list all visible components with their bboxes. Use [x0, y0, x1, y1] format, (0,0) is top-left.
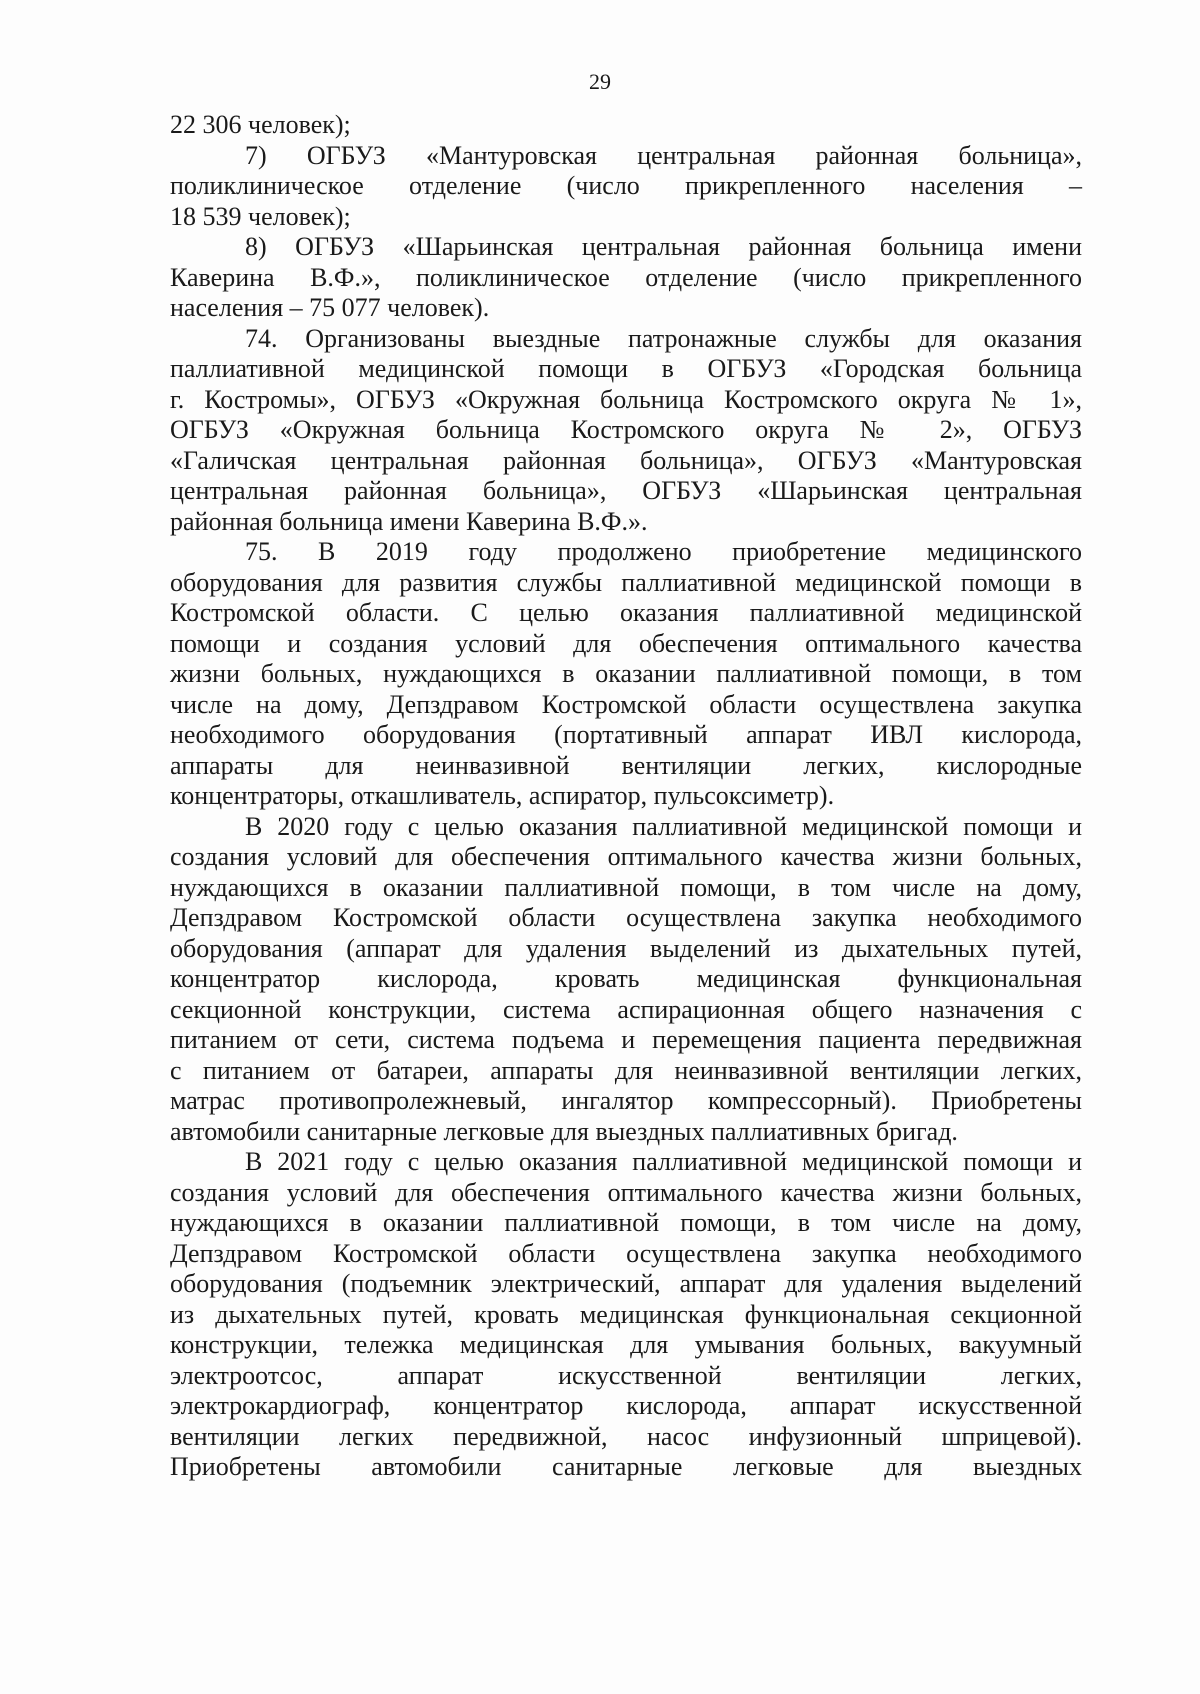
text-line: аппараты для неинвазивной вентиляции легких, кислородные — [170, 750, 1082, 780]
text-line: «Галичская центральная районная больница», ОГБУЗ «Мантуровская — [170, 445, 1082, 475]
text-line: вентиляции легких передвижной, насос инфузионный шприцевой). — [170, 1421, 1082, 1451]
text-line: электроотсос, аппарат искусственной вентиляции легких, — [170, 1360, 1082, 1390]
text-line: нуждающихся в оказании паллиативной помощи, в том числе на дому, — [170, 1208, 1082, 1237]
text-line: Каверина В.Ф.», поликлиническое отделение (число прикрепленного — [170, 262, 1082, 292]
text-line: В 2021 году с целью оказания паллиативной медицинской помощи и — [245, 1147, 1082, 1176]
text-line: концентраторы, откашливатель, аспиратор, пульсоксиметр). — [170, 781, 835, 810]
text-line: оборудования (подъемник электрический, аппарат для удаления выделений — [170, 1269, 1082, 1298]
text-line: 8) ОГБУЗ «Шарьинская центральная районная больница имени — [245, 232, 1082, 261]
text-line: Депздравом Костромской области осуществлена закупка необходимого — [170, 903, 1082, 932]
text-line: нуждающихся в оказании паллиативной помощи, в том числе на дому, — [170, 872, 1082, 902]
text-line: поликлиническое отделение (число прикрепленного населения – — [170, 171, 1082, 200]
text-line: 74. Организованы выездные патронажные службы для оказания — [245, 323, 1082, 353]
text-line: оборудования для развития службы паллиативной медицинской помощи в — [170, 567, 1082, 597]
text-line: секционной конструкции, система аспирационная общего назначения с — [170, 994, 1082, 1024]
text-line: жизни больных, нуждающихся в оказании паллиативной помощи, в том — [170, 659, 1082, 688]
text-line: 18 539 человек); — [170, 201, 351, 231]
text-line: помощи и создания условий для обеспечения оптимального качества — [170, 628, 1082, 658]
text-line: 22 306 человек); — [170, 110, 351, 139]
text-line: числе на дому, Депздравом Костромской области осуществлена закупка — [170, 689, 1082, 719]
text-line: создания условий для обеспечения оптимального качества жизни больных, — [170, 1177, 1082, 1207]
text-line: матрас противопролежневый, ингалятор компрессорный). Приобретены — [170, 1086, 1082, 1115]
text-line: Приобретены автомобили санитарные легковые для выездных — [170, 1452, 1082, 1481]
text-line: населения – 75 077 человек). — [170, 293, 490, 322]
text-line: г. Костромы», ОГБУЗ «Окружная больница Костромского округа № 1», — [170, 384, 1082, 414]
text-line: паллиативной медицинской помощи в ОГБУЗ «Городская больница — [170, 354, 1082, 383]
text-line: автомобили санитарные легковые для выездных паллиативных бригад. — [170, 1116, 958, 1146]
text-line: с питанием от батареи, аппараты для неинвазивной вентиляции легких, — [170, 1055, 1082, 1085]
text-line: создания условий для обеспечения оптимального качества жизни больных, — [170, 842, 1082, 871]
text-line: из дыхательных путей, кровать медицинская функциональная секционной — [170, 1299, 1082, 1329]
text-line: концентратор кислорода, кровать медицинская функциональная — [170, 964, 1082, 993]
document-body — [170, 110, 1082, 1483]
text-line: оборудования (аппарат для удаления выделений из дыхательных путей, — [170, 933, 1082, 963]
text-line: центральная районная больница», ОГБУЗ «Шарьинская центральная — [170, 476, 1082, 505]
text-line: конструкции, тележка медицинская для умывания больных, вакуумный — [170, 1330, 1082, 1359]
text-line: питанием от сети, система подъема и перемещения пациента передвижная — [170, 1025, 1082, 1054]
text-line: Костромской области. С целью оказания паллиативной медицинской — [170, 598, 1082, 627]
text-line: В 2020 году с целью оказания паллиативной медицинской помощи и — [245, 811, 1082, 841]
text-line: ОГБУЗ «Окружная больница Костромского округа № 2», ОГБУЗ — [170, 415, 1082, 444]
text-line: 7) ОГБУЗ «Мантуровская центральная районная больница», — [245, 140, 1082, 170]
text-line: 75. В 2019 году продолжено приобретение медицинского — [245, 537, 1082, 566]
page-number: 29 — [589, 69, 611, 94]
text-line: электрокардиограф, концентратор кислорода, аппарат искусственной — [170, 1391, 1082, 1420]
text-line: необходимого оборудования (портативный аппарат ИВЛ кислорода, — [170, 720, 1082, 749]
text-line: Депздравом Костромской области осуществлена закупка необходимого — [170, 1238, 1082, 1268]
text-line: районная больница имени Каверина В.Ф.». — [170, 506, 648, 536]
